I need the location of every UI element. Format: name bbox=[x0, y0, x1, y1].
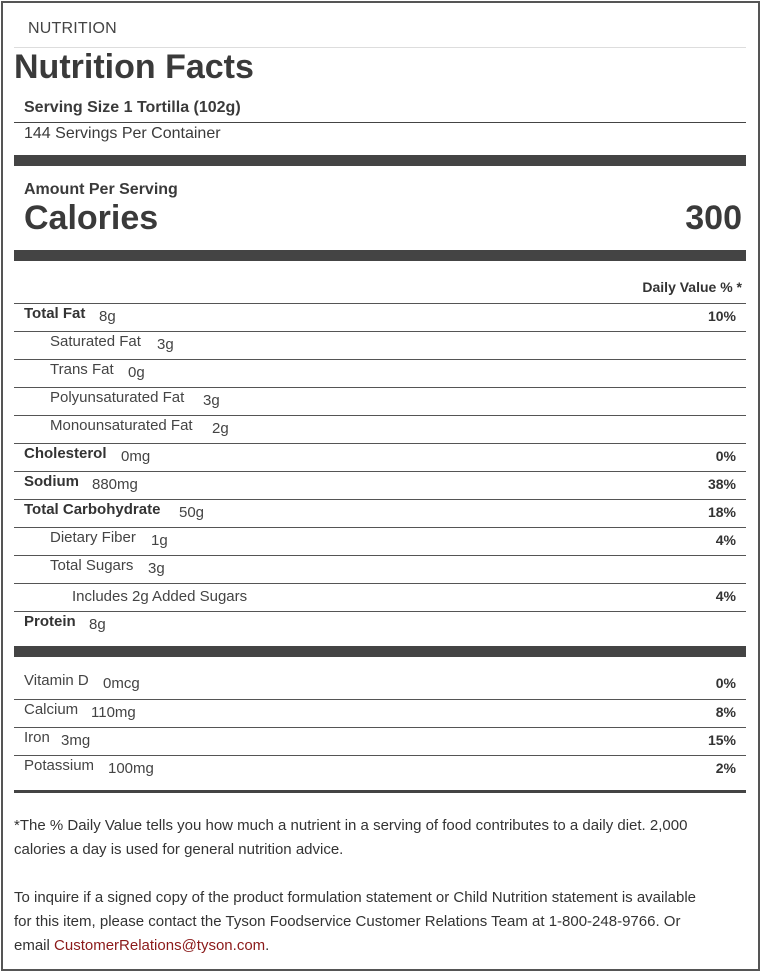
footnote-line: *The % Daily Value tells you how much a nutrient in a serving of food contributes to a daily diet. 2,000 bbox=[14, 817, 688, 834]
nutrient-label: Cholesterol bbox=[24, 445, 107, 462]
vitamin-amount: 100mg bbox=[108, 760, 154, 777]
thick-divider bbox=[14, 250, 746, 261]
nutrient-label: Total Sugars bbox=[50, 557, 134, 574]
nutrient-amount: 50g bbox=[179, 504, 205, 521]
nutrient-label: Total Carbohydrate bbox=[24, 501, 161, 518]
vitamin-row-iron bbox=[14, 727, 746, 756]
inquiry-line: To inquire if a signed copy of the product formulation statement or Child Nutrition statement is available bbox=[14, 889, 697, 906]
calories-label: Calories bbox=[24, 199, 159, 237]
nutrient-row-cholesterol bbox=[14, 443, 746, 472]
nutrient-daily-value: 10% bbox=[707, 308, 736, 324]
nutrient-label: Dietary Fiber bbox=[50, 529, 136, 546]
nutrient-amount: 1g bbox=[151, 532, 168, 549]
nutrient-amount: 0mg bbox=[121, 448, 151, 465]
nutrient-amount: 3g bbox=[203, 392, 220, 409]
calories-value: 300 bbox=[685, 199, 742, 237]
bottom-divider bbox=[14, 790, 746, 793]
nutrient-label: Trans Fat bbox=[50, 361, 114, 378]
thick-divider bbox=[14, 155, 746, 166]
inquiry-line: for this item, please contact the Tyson Foodservice Customer Relations Team at 1-800-248-9766. Or bbox=[14, 913, 681, 930]
vitamin-label: Vitamin D bbox=[24, 672, 89, 689]
vitamin-amount: 3mg bbox=[61, 732, 91, 749]
daily-value-footnote bbox=[14, 814, 744, 862]
nutrient-label: Polyunsaturated Fat bbox=[50, 389, 185, 406]
nutrient-row-trans-fat bbox=[14, 359, 746, 388]
vitamin-daily-value: 15% bbox=[707, 732, 736, 748]
thick-divider bbox=[14, 646, 746, 657]
nutrient-amount: 3g bbox=[157, 336, 174, 353]
vitamin-label: Potassium bbox=[24, 757, 95, 774]
nutrition-facts-title: Nutrition Facts bbox=[14, 48, 254, 86]
nutrient-row-polyunsaturated-fat bbox=[14, 387, 746, 416]
footnote-line: calories a day is used for general nutrition advice. bbox=[14, 841, 344, 858]
nutrient-label: Includes 2g Added Sugars bbox=[72, 588, 248, 605]
vitamin-row-potassium bbox=[14, 755, 746, 784]
nutrient-label: Sodium bbox=[24, 473, 79, 490]
vitamin-label: Iron bbox=[24, 729, 50, 746]
nutrient-row-added-sugars bbox=[14, 583, 746, 612]
nutrient-row-protein bbox=[14, 611, 746, 640]
nutrient-row-dietary-fiber bbox=[14, 527, 746, 556]
nutrient-daily-value: 18% bbox=[707, 504, 736, 520]
vitamin-amount: 110mg bbox=[91, 704, 136, 721]
nutrient-row-sodium bbox=[14, 471, 746, 500]
nutrient-amount: 880mg bbox=[92, 476, 138, 493]
nutrient-label: Total Fat bbox=[24, 305, 86, 322]
vitamin-row-vitamin-d bbox=[14, 671, 746, 699]
nutrient-row-total-carbohydrate bbox=[14, 499, 746, 528]
nutrient-amount: 8g bbox=[99, 308, 116, 325]
inquiry-note bbox=[14, 886, 744, 958]
nutrient-amount: 3g bbox=[148, 560, 165, 577]
vitamin-daily-value: 8% bbox=[715, 704, 736, 720]
nutrient-amount: 8g bbox=[89, 616, 106, 633]
nutrient-row-total-fat bbox=[14, 303, 746, 332]
nutrient-label: Saturated Fat bbox=[50, 333, 141, 350]
divider bbox=[14, 122, 746, 123]
nutrient-label: Protein bbox=[24, 613, 76, 630]
nutrient-amount: 2g bbox=[212, 420, 229, 437]
servings-per-container: 144 Servings Per Container bbox=[24, 125, 221, 142]
nutrient-daily-value: 4% bbox=[715, 588, 736, 604]
nutrient-label: Monounsaturated Fat bbox=[50, 417, 193, 434]
vitamin-label: Calcium bbox=[24, 701, 79, 718]
section-title: NUTRITION bbox=[28, 20, 117, 37]
inquiry-email-line bbox=[14, 934, 744, 958]
vitamin-amount: 0mcg bbox=[103, 675, 140, 692]
nutrient-row-total-sugars bbox=[14, 555, 746, 584]
nutrient-row-saturated-fat bbox=[14, 331, 746, 360]
vitamin-row-calcium bbox=[14, 699, 746, 728]
nutrient-row-monounsaturated-fat bbox=[14, 415, 746, 444]
email-prefix: email bbox=[14, 937, 55, 954]
email-suffix: . bbox=[265, 937, 270, 954]
vitamin-daily-value: 0% bbox=[715, 675, 736, 691]
customer-relations-email-link[interactable]: CustomerRelations@tyson.com bbox=[54, 937, 266, 954]
serving-size: Serving Size 1 Tortilla (102g) bbox=[24, 99, 241, 116]
nutrient-daily-value: 4% bbox=[715, 532, 736, 548]
daily-value-header: Daily Value % * bbox=[642, 279, 742, 295]
nutrient-daily-value: 38% bbox=[707, 476, 736, 492]
nutrient-daily-value: 0% bbox=[715, 448, 736, 464]
vitamin-daily-value: 2% bbox=[715, 760, 736, 776]
amount-per-serving: Amount Per Serving bbox=[24, 181, 178, 198]
nutrient-amount: 0g bbox=[128, 364, 145, 381]
